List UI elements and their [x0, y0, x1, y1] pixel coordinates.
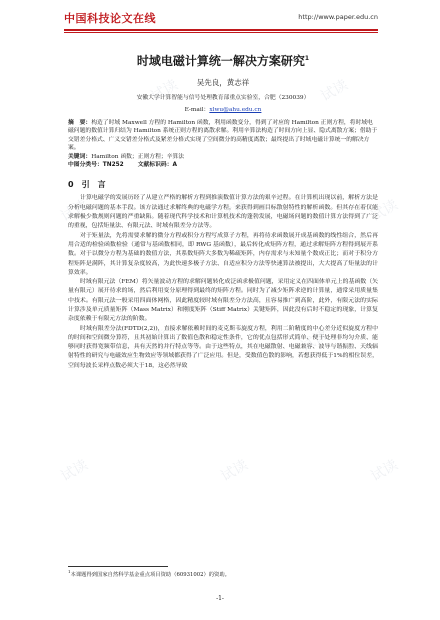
paper-authors: 吴先良，黄志祥	[196, 78, 250, 87]
page-number: -1-	[216, 595, 224, 602]
watermark: 试读	[218, 196, 251, 225]
watermark: 试读	[368, 196, 401, 225]
watermark: 试读	[58, 456, 91, 485]
doc-code-value: A	[172, 162, 177, 169]
class-label: 中图分类号：	[68, 162, 103, 169]
abstract	[68, 119, 378, 153]
paragraph-2: 对于矩量法，先将需要求解的微分方程或积分方程写成算子方程，再将待求函数展开成基函数的线性组合，然后再用合适的检验函数检验（通常与基函数相同，即 RWG 基函数），最后转化成矩阵方程，通过求解矩阵方程得到展开系数。对于以微分方程为基础的数值方法，其系数矩阵大多数为稀疏矩阵，内存需求与未知量个数成正比；而对于积分方程矩阵是满阵，其计算复杂度较高，为此快速多极子方法、自适应积分方法等快速算法被提出，大大提高了矩量法的计算效率。	[68, 232, 378, 276]
paragraph-1: 计算电磁学的发展历经了从建立严格的解析方程到推演数值计算方法的艰辛过程。在计算机出现以前，解析方法是分析电磁问题的基本手段。该方法通过求解终典的电磁学方程，来获得到画目标散射特性的解析函数。但其存在着仅能求解极少数规则问题的严重缺陷。随着现代科学技术和计算机技术的蓬勃发展，电磁场问题的数值计算方法得到了广泛的重视，包括矩量法、有限元法、时域有限差分方法等。	[68, 195, 378, 230]
footnote-rule	[68, 566, 168, 567]
watermark: 试读	[368, 456, 401, 485]
watermark: 试读	[218, 456, 251, 485]
keywords-text: Hamilton 函数；正则方程；辛算法	[91, 153, 185, 160]
title-footnote-mark: 1	[304, 55, 310, 62]
classification	[68, 161, 378, 169]
page-header	[0, 0, 440, 34]
watermark: 试读	[58, 196, 91, 225]
paper-body	[68, 52, 378, 371]
watermark: 试读	[298, 326, 331, 355]
abstract-text: 构造了时域 Maxwell 方程的 Hamilton 函数，利用函数变分，得到了对应的 Hamilton 正则方程，将时域电磁问题的数值计算归结为 Hamilton 系统正则方程的离散求解。利用辛算法构造了时间方向上显、隐式离散方案；借助于交错差分格式、广义交错差分格式及紧差分格式实现了空间微分的高精度离散；最终提出了时域电磁计算统一的解决方案。	[68, 120, 378, 152]
paper-email	[68, 104, 378, 113]
paper-affiliation: 安徽大学计算智能与信号处理教育部重点实验室，合肥（230039）	[136, 95, 310, 101]
keywords	[68, 153, 378, 161]
header-rule-thin	[64, 32, 378, 33]
keywords-label: 关键词：	[68, 153, 92, 160]
email-link[interactable]: xlwu@ahu.edu.cn	[209, 107, 262, 113]
abstract-label: 摘 要：	[68, 120, 92, 126]
paper-title: 时域电磁计算统一解决方案研究$^1$	[136, 54, 310, 68]
header-rule	[64, 29, 378, 31]
site-logo[interactable]: 中国科技论文在线	[64, 12, 156, 25]
watermark: 试读	[148, 76, 181, 105]
watermark: 试读	[318, 76, 351, 105]
footnote	[68, 569, 378, 578]
section-heading: 0 引 言	[68, 180, 106, 190]
class-value: TN252	[102, 162, 124, 169]
email-label: E-mail：	[184, 107, 210, 113]
paragraph-4: 时域有限差分法(FDTD(2,2))，直接求解依赖时间的麦克斯韦旋度方程，利用二阶精度的中心差分近似旋度方程中的时间和空间微分算符，且其初始计算出了数值色散和稳定性条件，它的优点包括形式简单、便于处理非均匀介质、能够同时获得宽频带信息，具有天然的并行特点等等。由于这些特点，其在电磁散射、电磁兼容、波导与谐振腔、天线辐射特性的研究与电磁效应生物效应等领域都获得了广泛应用。但是，受数值色散的影响，若想获得低于1%的相位误差，空间每波长采样点数必须大于18，这必然导致	[68, 325, 378, 369]
footnote-text: 本课题得到国家自然科学基金重点项目资助（60931002）的资助。	[70, 571, 230, 578]
watermark: 试读	[138, 326, 171, 355]
paragraph-3: 时域有限元法（FEM）将矢量波动方程的求解问题转化成泛函求极值问题，采用定义在四面体单元上的基函数（矢量有限元）展开待求的场，然后利用变分原理得到最终的矩阵方程。同时为了减少矩阵求逆的计算量，通常采用质量集中技术。有限元法一般采用四面体网格，因此精度较时域有限差分方法高，且容易推广到高阶，此外，有限元法的实际计算涉及单元质量矩阵（Mass Matrix）和刚度矩阵（Stiff Matrix）关键矩阵，因此没有后时不稳定的现象，计算复杂度依赖于有限元方法的阶数。	[68, 279, 378, 323]
doc-code-label: 文献标识码：	[137, 162, 173, 169]
footnote-mark: 1	[68, 569, 71, 574]
site-url[interactable]: http://www.paper.edu.cn	[298, 13, 378, 21]
